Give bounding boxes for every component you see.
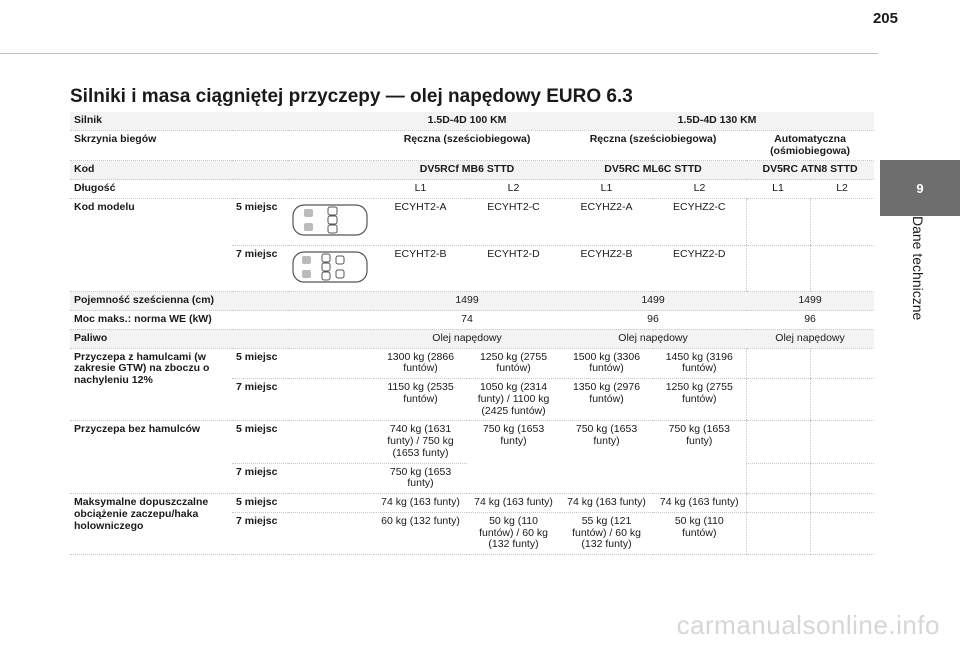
model-code: ECYHZ2-B — [560, 245, 653, 292]
empty-cell — [810, 463, 874, 494]
braked-label: Przyczepa z hamulcami (w zakresie GTW) na zboczu o nachyleniu 12% — [70, 348, 232, 421]
fuel-value: Olej napędowy — [746, 329, 874, 348]
seats-5-label: 5 miejsc — [232, 348, 374, 379]
watermark: carmanualsonline.info — [676, 610, 940, 640]
seats-7-label: 7 miejsc — [232, 379, 374, 421]
empty-cell — [746, 494, 810, 513]
code-2: DV5RC ML6C STTD — [560, 161, 746, 180]
chapter-tab[interactable] — [880, 160, 960, 216]
empty-cell — [810, 494, 874, 513]
empty-cell — [746, 348, 810, 379]
capacity-label: Pojemność sześcienna (cm) — [70, 292, 374, 311]
fuel-value: Olej napędowy — [560, 329, 746, 348]
chapter-label-text: Dane techniczne — [910, 216, 926, 321]
model-code: ECYHT2-B — [374, 245, 467, 292]
hitch-value: 74 kg (163 funty) — [467, 494, 560, 513]
fuel-label: Paliwo — [70, 329, 374, 348]
empty-cell — [746, 421, 810, 463]
engine-130: 1.5D-4D 130 KM — [560, 112, 874, 130]
gearbox-label: Skrzynia biegów — [70, 130, 374, 161]
hitch-label: Maksymalne dopuszczalne obciążenie zaczepu/haka holowniczego — [70, 494, 232, 555]
braked-value: 1150 kg (2535 funtów) — [374, 379, 467, 421]
table-row — [70, 161, 874, 180]
unbraked-value: 740 kg (1631 funty) / 750 kg (1653 funty) — [374, 421, 467, 463]
seats-5-label: 5 miejsc — [232, 494, 374, 513]
engine-label: Silnik — [70, 112, 374, 130]
table-row — [70, 494, 874, 513]
hitch-value: 50 kg (110 funtów) — [653, 512, 746, 554]
braked-value: 1250 kg (2755 funtów) — [653, 379, 746, 421]
code-label: Kod — [70, 161, 374, 180]
chapter-label — [910, 216, 926, 376]
page-number: 205 — [872, 10, 898, 27]
capacity-value: 1499 — [374, 292, 560, 311]
empty-cell — [810, 245, 874, 292]
braked-value: 1250 kg (2755 funtów) — [467, 348, 560, 379]
engine-spec-table — [70, 112, 874, 555]
model-code: ECYHZ2-C — [653, 198, 746, 245]
seats-7-label: 7 miejsc — [232, 463, 374, 494]
capacity-value: 1499 — [560, 292, 746, 311]
empty-cell — [810, 512, 874, 554]
length-cell: L2 — [467, 180, 560, 199]
table-row — [70, 198, 874, 245]
empty-cell — [810, 348, 874, 379]
model-code: ECYHZ2-A — [560, 198, 653, 245]
table-row — [70, 292, 874, 311]
engine-100: 1.5D-4D 100 KM — [374, 112, 560, 130]
unbraked-value: 750 kg (1653 funty) — [653, 421, 746, 494]
model-code: ECYHZ2-D — [653, 245, 746, 292]
gearbox-2: Ręczna (sześciobiegowa) — [560, 130, 746, 161]
model-code: ECYHT2-A — [374, 198, 467, 245]
braked-value: 1350 kg (2976 funtów) — [560, 379, 653, 421]
power-value: 96 — [746, 311, 874, 330]
seat-layout-7 — [288, 245, 374, 292]
empty-cell — [746, 463, 810, 494]
capacity-value: 1499 — [746, 292, 874, 311]
hitch-value: 74 kg (163 funty) — [560, 494, 653, 513]
length-cell: L1 — [374, 180, 467, 199]
empty-cell — [810, 198, 874, 245]
empty-cell — [746, 512, 810, 554]
seats-7-label: 7 miejsc — [232, 245, 288, 292]
gearbox-3: Automatyczna (ośmiobiegowa) — [746, 130, 874, 161]
length-cell: L2 — [810, 180, 874, 199]
empty-cell — [746, 379, 810, 421]
table-row — [70, 130, 874, 161]
table-row — [70, 180, 874, 199]
table-row — [70, 329, 874, 348]
code-1: DV5RCf MB6 STTD — [374, 161, 560, 180]
table-row — [70, 311, 874, 330]
power-label: Moc maks.: norma WE (kW) — [70, 311, 374, 330]
empty-cell — [810, 379, 874, 421]
power-value: 74 — [374, 311, 560, 330]
hitch-value: 74 kg (163 funty) — [374, 494, 467, 513]
table-row — [70, 112, 874, 130]
unbraked-value: 750 kg (1653 funty) — [560, 421, 653, 494]
hitch-value: 60 kg (132 funty) — [374, 512, 467, 554]
length-cell: L1 — [560, 180, 653, 199]
model-code: ECYHT2-C — [467, 198, 560, 245]
hitch-value: 74 kg (163 funty) — [653, 494, 746, 513]
power-value: 96 — [560, 311, 746, 330]
car-seat-5-icon — [290, 201, 370, 239]
code-3: DV5RC ATN8 STTD — [746, 161, 874, 180]
hitch-value: 50 kg (110 funtów) / 60 kg (132 funty) — [467, 512, 560, 554]
model-code: ECYHT2-D — [467, 245, 560, 292]
length-cell: L2 — [653, 180, 746, 199]
braked-value: 1050 kg (2314 funty) / 1100 kg (2425 funtów) — [467, 379, 560, 421]
braked-value: 1450 kg (3196 funtów) — [653, 348, 746, 379]
unbraked-value: 750 kg (1653 funty) — [467, 421, 560, 494]
table-row — [70, 348, 874, 379]
length-label: Długość — [70, 180, 374, 199]
empty-cell — [810, 421, 874, 463]
gearbox-1: Ręczna (sześciobiegowa) — [374, 130, 560, 161]
unbraked-value: 750 kg (1653 funty) — [374, 463, 467, 494]
page-title: Silniki i masa ciągniętej przyczepy — olej napędowy EURO 6.3 — [70, 86, 633, 107]
seats-5-label: 5 miejsc — [232, 198, 288, 245]
car-seat-7-icon — [290, 248, 370, 286]
chapter-number: 9 — [916, 180, 924, 196]
empty-cell — [746, 245, 810, 292]
table-row — [70, 421, 874, 463]
fuel-value: Olej napędowy — [374, 329, 560, 348]
unbraked-label: Przyczepa bez hamulców — [70, 421, 232, 494]
length-cell: L1 — [746, 180, 810, 199]
seat-layout-5 — [288, 198, 374, 245]
seats-5-label: 5 miejsc — [232, 421, 374, 463]
braked-value: 1500 kg (3306 funtów) — [560, 348, 653, 379]
braked-value: 1300 kg (2866 funtów) — [374, 348, 467, 379]
model-code-label: Kod modelu — [70, 198, 232, 292]
empty-cell — [746, 198, 810, 245]
hitch-value: 55 kg (121 funtów) / 60 kg (132 funty) — [560, 512, 653, 554]
header-divider — [0, 53, 878, 54]
seats-7-label: 7 miejsc — [232, 512, 374, 554]
